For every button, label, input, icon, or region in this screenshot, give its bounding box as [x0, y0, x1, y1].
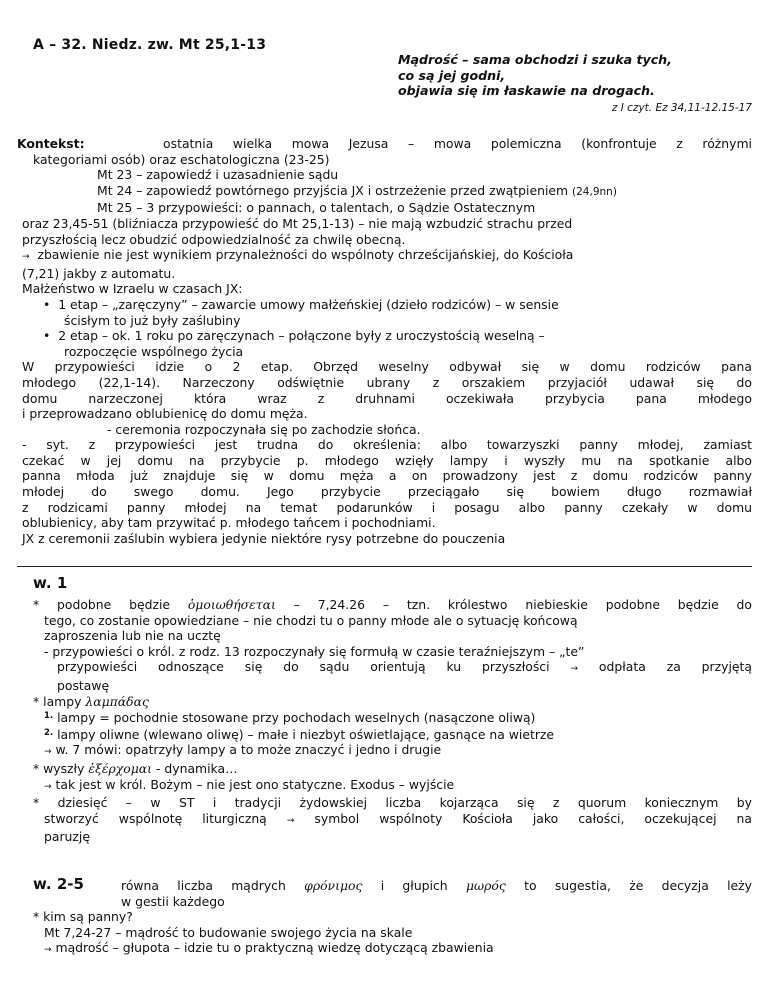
- kontekst-malzenstwo: Małżeństwo w Izraelu w czasach JX:: [22, 281, 243, 297]
- kontekst-zbawienie: [17, 247, 752, 266]
- lampy-text: lampy oliwne (wlewano oliwę) – małe i niezbyt oświetlające, gasnące na wietrze: [57, 726, 555, 742]
- w7-text: w. 7 mówi: opatrzyły lampy a to może znaczyć i jedno i drugie: [55, 742, 442, 758]
- document-title: A – 32. Niedz. zw. Mt 25,1-13: [33, 37, 267, 53]
- podobne-prefix: * podobne będzie: [33, 597, 171, 612]
- zbawienie-text: zbawienie nie jest wynikiem przynależności do wspólnoty chrześcijańskiej, do Kościoła: [37, 247, 574, 263]
- etap-text: 2 etap – ok. 1 roku po zaręczynach – połączone były z uroczystością weselną –: [58, 328, 545, 344]
- dziesiec-line: paruzję: [44, 829, 90, 845]
- madrosc-line: [17, 940, 752, 959]
- list-number: 1.: [44, 711, 54, 722]
- paragraph-line: młodego (22,1-14). Narzeczony odświętnie ubrany z orszakiem przyjaciół udawał się do: [22, 374, 752, 390]
- przyp-text: odpłata za przyjętą: [598, 659, 752, 675]
- greek-term: ὁμοιωθήσεται: [187, 597, 276, 612]
- quote-line: co są jej godni,: [398, 67, 506, 83]
- w25-text: i głupich: [380, 878, 448, 893]
- etap-2: [17, 328, 752, 344]
- paragraph-line: panna młoda już znajduje się w domu męża a on prowadzony jest z domu rodziców panny: [22, 468, 752, 484]
- lampy-item-1: [17, 709, 752, 726]
- kim-line: * kim są panny?: [33, 909, 133, 925]
- arrow-icon: →: [44, 781, 52, 792]
- kontekst-oraz: oraz 23,45-51 (bliźniacza przypowieść do Mt 25,1-13) – nie mają wzbudzić strachu przed: [22, 215, 573, 231]
- greek-term: μωρός: [465, 878, 506, 893]
- arrow-icon: →: [44, 747, 52, 758]
- section-w1: [17, 597, 752, 845]
- tak-jest-text: tak jest w król. Bożym – nie jest ono statyczne. Exodus – wyjście: [55, 776, 455, 792]
- dziesiec-line: [17, 811, 752, 830]
- section-w2-5: [17, 875, 752, 959]
- quote-line: Mądrość – sama obchodzi i szuka tych,: [398, 52, 672, 67]
- lampy-prefix: * lampy: [33, 693, 82, 709]
- greek-term: φρόνιμος: [304, 878, 363, 893]
- bullet-icon: •: [43, 328, 51, 344]
- w7-line: [17, 742, 752, 761]
- paragraph-line: oblubienicy, aby tam przywitać p. młodego tańcem i pochodniami.: [22, 515, 436, 531]
- przypowiesci-line: - przypowieści o król. z rodz. 13 rozpoczynały się formułą w czasie teraźniejszym – „te”: [44, 643, 585, 659]
- greek-term: λαμπάδας: [85, 693, 149, 709]
- arrow-icon: →: [286, 815, 295, 826]
- kontekst-oraz: przyszłością lecz obudzić odpowiedzialność za chwilę obecną.: [22, 231, 406, 247]
- w25-line: [17, 875, 752, 894]
- wyszly-rest: - dynamika…: [155, 760, 238, 776]
- kontekst-mt23: Mt 23 – zapowiedź i uzasadnienie sądu: [97, 167, 339, 183]
- kontekst-mt24: [17, 183, 752, 201]
- przyp-text: przypowieści odnoszące się do sądu orientują ku przyszłości: [57, 659, 550, 675]
- tak-jest-line: [17, 777, 752, 796]
- arrow-icon: →: [22, 252, 30, 263]
- section-divider: [17, 566, 752, 567]
- section-title-w2-5: w. 2-5: [33, 875, 84, 893]
- paragraph-line: i przeprowadzano oblubienicę do domu męża.: [22, 406, 308, 422]
- jx-line: JX z ceremonii zaślubin wybiera jedynie niektóre rysy potrzebne do pouczenia: [22, 530, 506, 546]
- greek-term: ἐξέρχομαι: [88, 760, 153, 776]
- wyszly-line: [17, 761, 752, 777]
- section-title-w1: w. 1: [33, 574, 68, 592]
- w25-text: to sugestia, że decyzja leży: [524, 878, 752, 893]
- przypowiesci-line: [17, 659, 752, 678]
- podobne-line: zaproszenia lub nie na ucztę: [44, 628, 221, 644]
- etap-text: 1 etap – „zaręczyny” – zawarcie umowy małżeńskiej (dzieło rodziców) – w sensie: [58, 296, 559, 312]
- etap-2: rozpoczęcie wspólnego życia: [64, 343, 244, 359]
- etap-1: ścisłym to już były zaślubiny: [64, 312, 241, 328]
- kontekst-zbawienie: (7,21) jakby z automatu.: [22, 265, 176, 281]
- w25-text: równa liczba mądrych: [121, 878, 286, 893]
- ceremonia-line: - ceremonia rozpoczynała się po zachodzie słońca.: [107, 421, 421, 437]
- quote-citation: z I czyt. Ez 34,11-12.15-17: [611, 102, 752, 114]
- list-number: 2.: [44, 727, 54, 738]
- paragraph-line: z rodzicami panny młodej na temat podarunków i posagu albo panny czekały w domu: [22, 499, 752, 515]
- podobne-rest: – 7,24.26 – tzn. królestwo niebieskie podobne będzie do: [293, 597, 752, 612]
- przypowiesci-line: postawę: [57, 677, 110, 693]
- etap-1: [17, 297, 752, 313]
- bullet-icon: •: [43, 296, 51, 312]
- wyszly-prefix: * wyszły: [33, 760, 85, 776]
- paragraph-line: W przypowieści idzie o 2 etap. Obrzęd weselny odbywał się w domu rodziców pana: [22, 359, 752, 375]
- madrosc-text: mądrość – głupota – idzie tu o praktyczną wiedzę dotyczącą zbawienia: [55, 940, 494, 956]
- dziesiec-text: symbol wspólnoty Kościoła jako całości, oczekującej na: [314, 810, 752, 826]
- arrow-icon: →: [570, 664, 579, 675]
- lampy-text: lampy = pochodnie stosowane przy pochodach weselnych (nasączone oliwą): [57, 710, 536, 726]
- dziesiec-text: stworzyć wspólnotę liturgiczną: [44, 810, 267, 826]
- header-quote: [398, 52, 672, 99]
- kontekst-mt25: Mt 25 – 3 przypowieści: o pannach, o talentach, o Sądzie Ostatecznym: [97, 200, 536, 216]
- lampy-line: [17, 694, 752, 710]
- dziesiec-line: * dziesięć – w ST i tradycji żydowskiej liczba kojarząca się z quorum koniecznym by: [33, 795, 752, 811]
- mt24-text: Mt 24 – zapowiedź powtórnego przyjścia JX i ostrzeżenie przed zwątpieniem: [97, 182, 569, 198]
- lampy-item-2: [17, 726, 752, 743]
- kontekst-line: kategoriami osób) oraz eschatologiczna (23-25): [33, 151, 330, 167]
- quote-line: objawia się im łaskawie na drogach.: [398, 83, 655, 98]
- kontekst-section: [17, 136, 752, 546]
- w25-line: w gestii każdego: [121, 893, 225, 909]
- arrow-icon: →: [44, 945, 52, 956]
- podobne-line: tego, co zostanie opowiedziane – nie chodzi tu o panny młode ale o sytuację końcową: [44, 612, 578, 628]
- podobne-line: [17, 597, 752, 613]
- kontekst-line: [17, 136, 752, 152]
- mt7-line: Mt 7,24-27 – mądrość to budowanie swojego życia na skale: [44, 924, 413, 940]
- mt24-ref: (24,9nn): [572, 185, 617, 198]
- paragraph-line: domu narzeczonej która wraz z druhnami oczekiwała przybycia pana młodego: [22, 390, 752, 406]
- paragraph-line: - syt. z przypowieści jest trudna do określenia: albo towarzyszki panny młodej, zamiast: [22, 437, 752, 453]
- paragraph-line: młodej do swego domu. Jego przybycie przeciągało się bowiem długo rozmawiał: [22, 484, 752, 500]
- kontekst-text: ostatnia wielka mowa Jezusa – mowa polemiczna (konfrontuje z różnymi: [163, 136, 752, 151]
- paragraph-line: czekać w jej domu na przybycie p. młodego wzięły lampy i wyszły mu na spotkanie albo: [22, 452, 752, 468]
- kontekst-label: Kontekst:: [17, 136, 85, 151]
